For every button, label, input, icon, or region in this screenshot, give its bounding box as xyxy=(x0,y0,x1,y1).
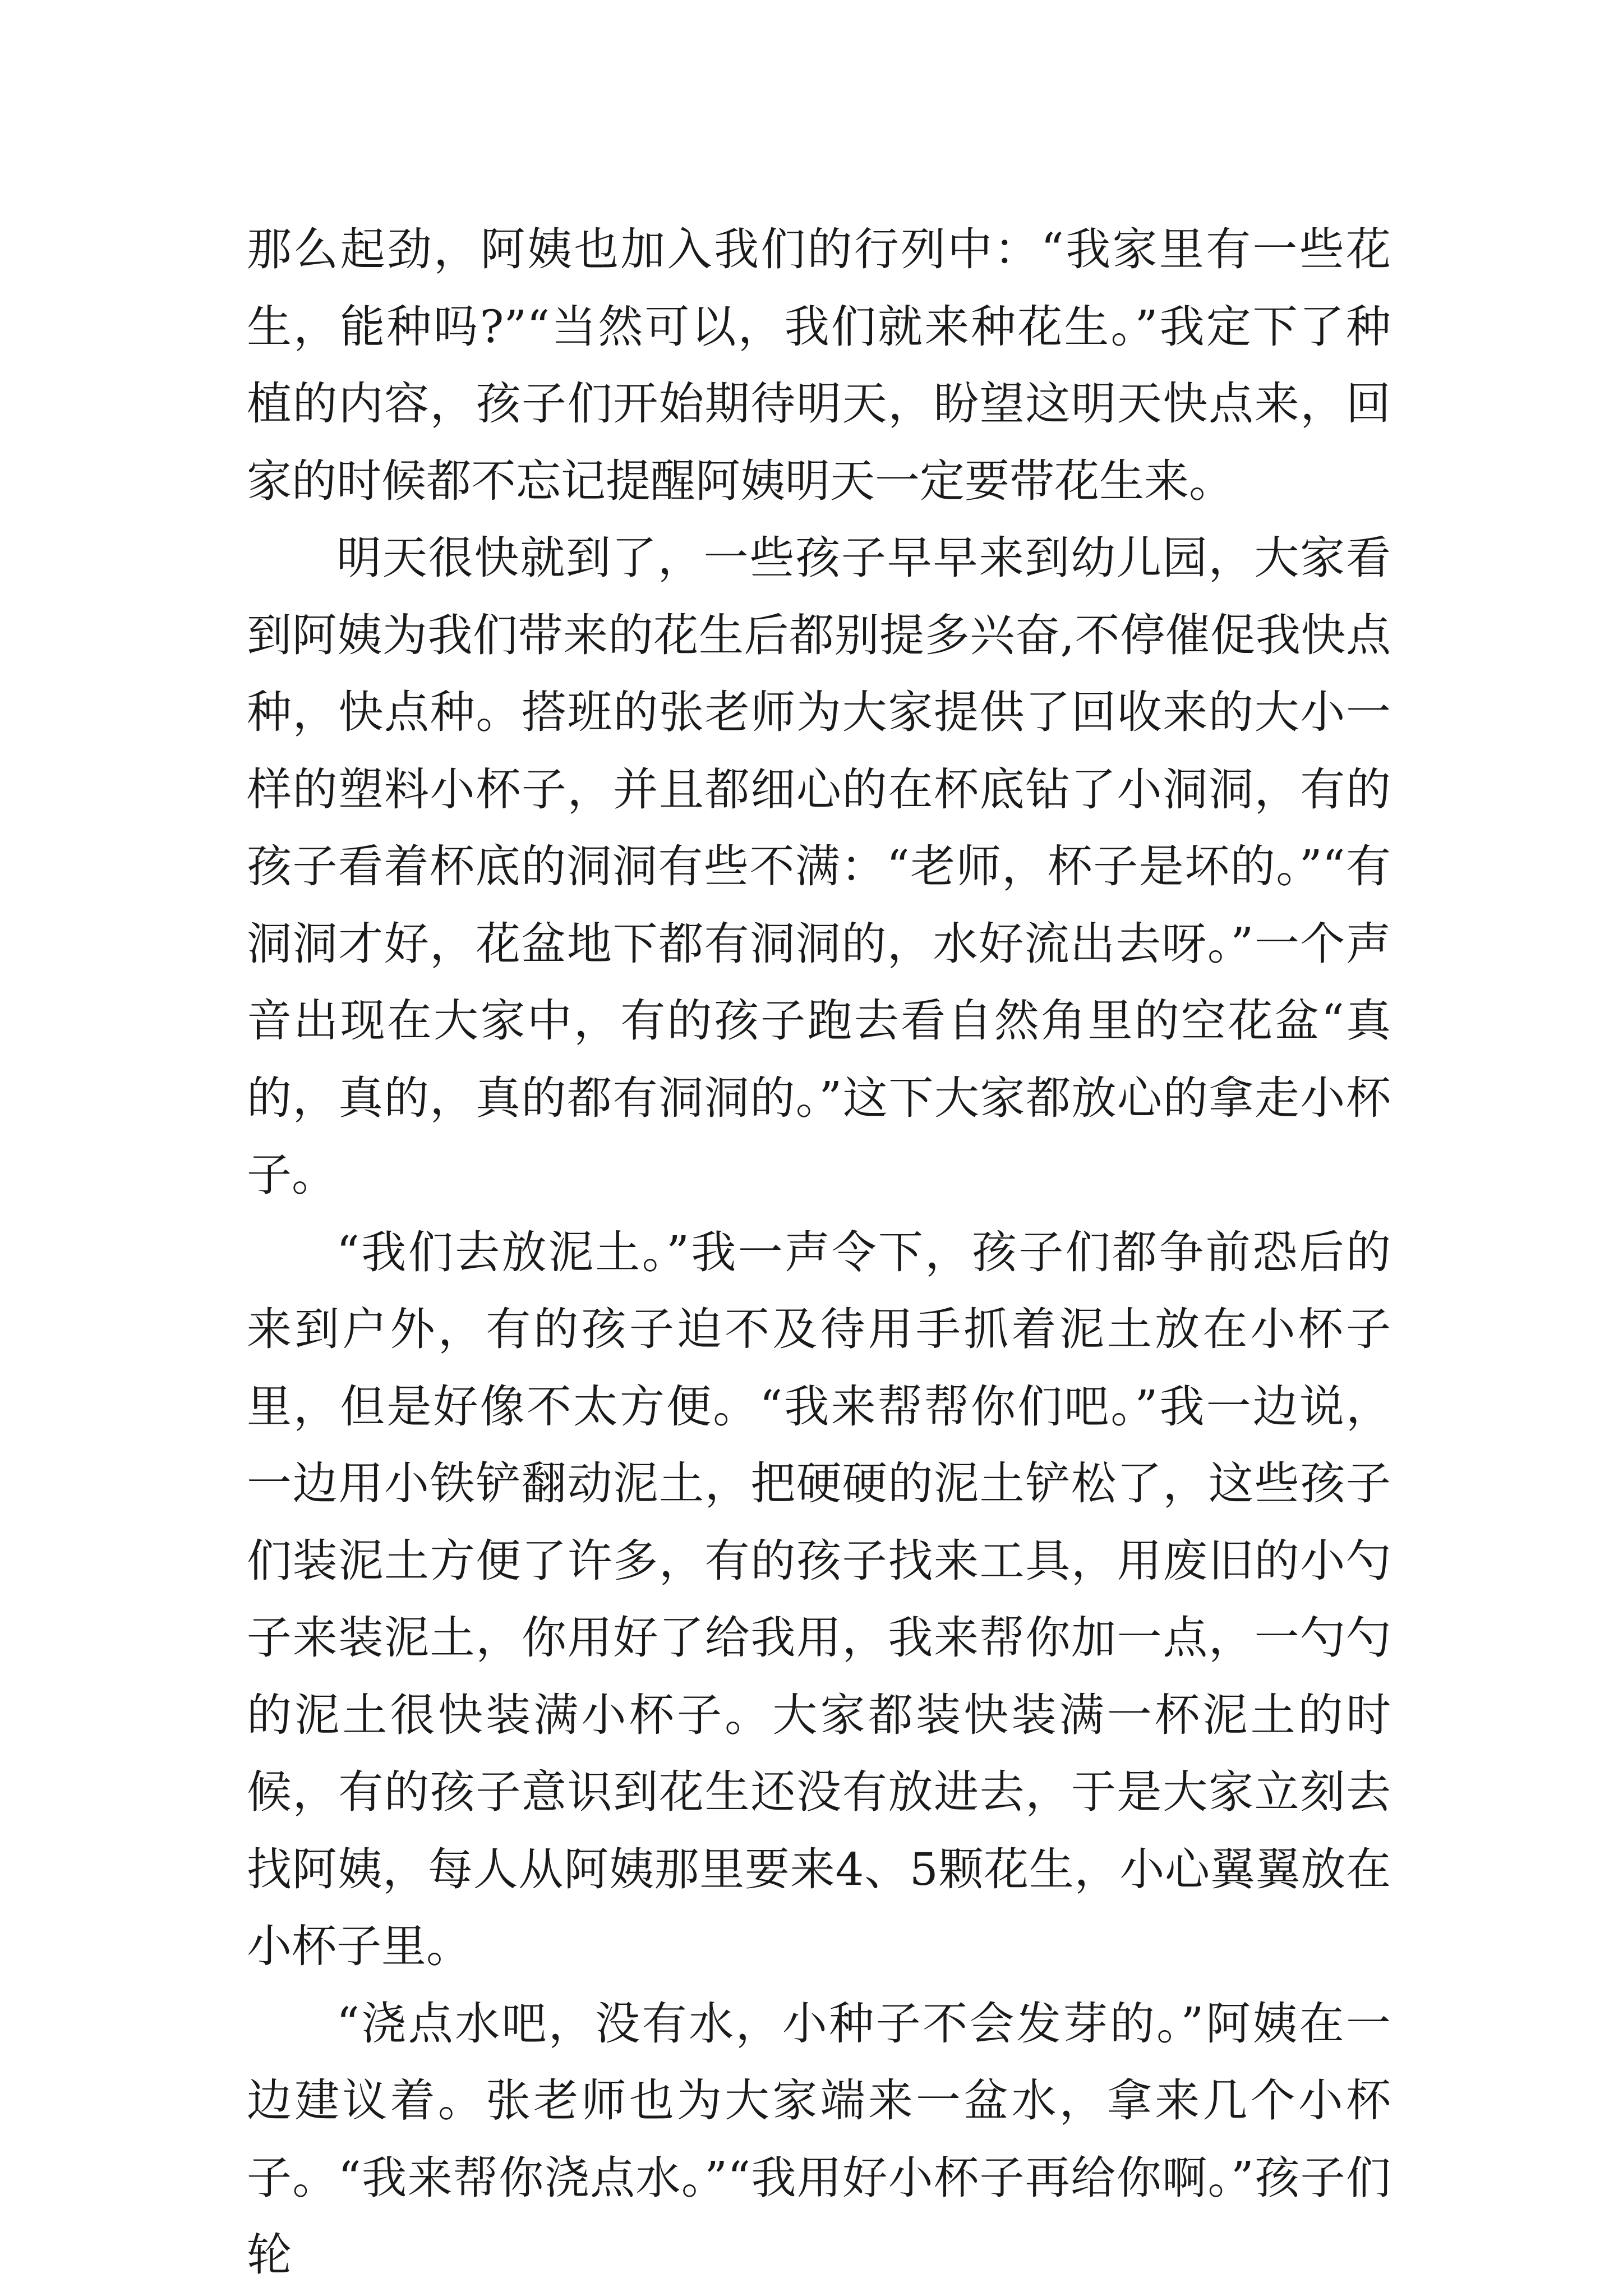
paragraph-2: 明天很快就到了，一些孩子早早来到幼儿园，大家看到阿姨为我们带来的花生后都别提多兴奋,不停催促我快点种，快点种。搭班的张老师为大家提供了回收来的大小一样的塑料小杯子，并且都细心的在杯底钻了小洞洞，有的孩子看着杯底的洞洞有些不满：“老师，杯子是坏的。”“有洞洞才好，花盆地下都有洞洞的，水好流出去呀。”一个声音出现在大家中，有的孩子跑去看自然角里的空花盆“真的，真的，真的都有洞洞的。”这下大家都放心的拿走小杯子。 xyxy=(247,532,1391,1201)
paragraph-3: “我们去放泥土。”我一声令下，孩子们都争前恐后的来到户外，有的孩子迫不及待用手抓着泥土放在小杯子里，但是好像不太方便。“我来帮帮你们吧。”我一边说，一边用小铁铲翻动泥土，把硬硬的泥土铲松了，这些孩子们装泥土方便了许多，有的孩子找来工具，用废旧的小勺子来装泥土，你用好了给我用，我来帮你加一点，一勺勺的泥土很快装满小杯子。大家都装快装满一杯泥土的时候，有的孩子意识到花生还没有放进去，于是大家立刻去找阿姨，每人从阿姨那里要来4、5颗花生，小心翼翼放在小杯子里。 xyxy=(247,1226,1391,1972)
body-text xyxy=(247,211,1391,2294)
paragraph-4: “浇点水吧，没有水，小种子不会发芽的。”阿姨在一边建议着。张老师也为大家端来一盆水，拿来几个小杯子。“我来帮你浇点水。”“我用好小杯子再给你啊。”孩子们轮 xyxy=(247,1997,1391,2281)
paragraph-1: 那么起劲，阿姨也加入我们的行列中：“我家里有一些花生，能种吗?”“当然可以，我们就来种花生。”我定下了种植的内容，孩子们开始期待明天，盼望这明天快点来，回家的时候都不忘记提醒阿姨明天一定要带花生来。 xyxy=(247,223,1391,507)
